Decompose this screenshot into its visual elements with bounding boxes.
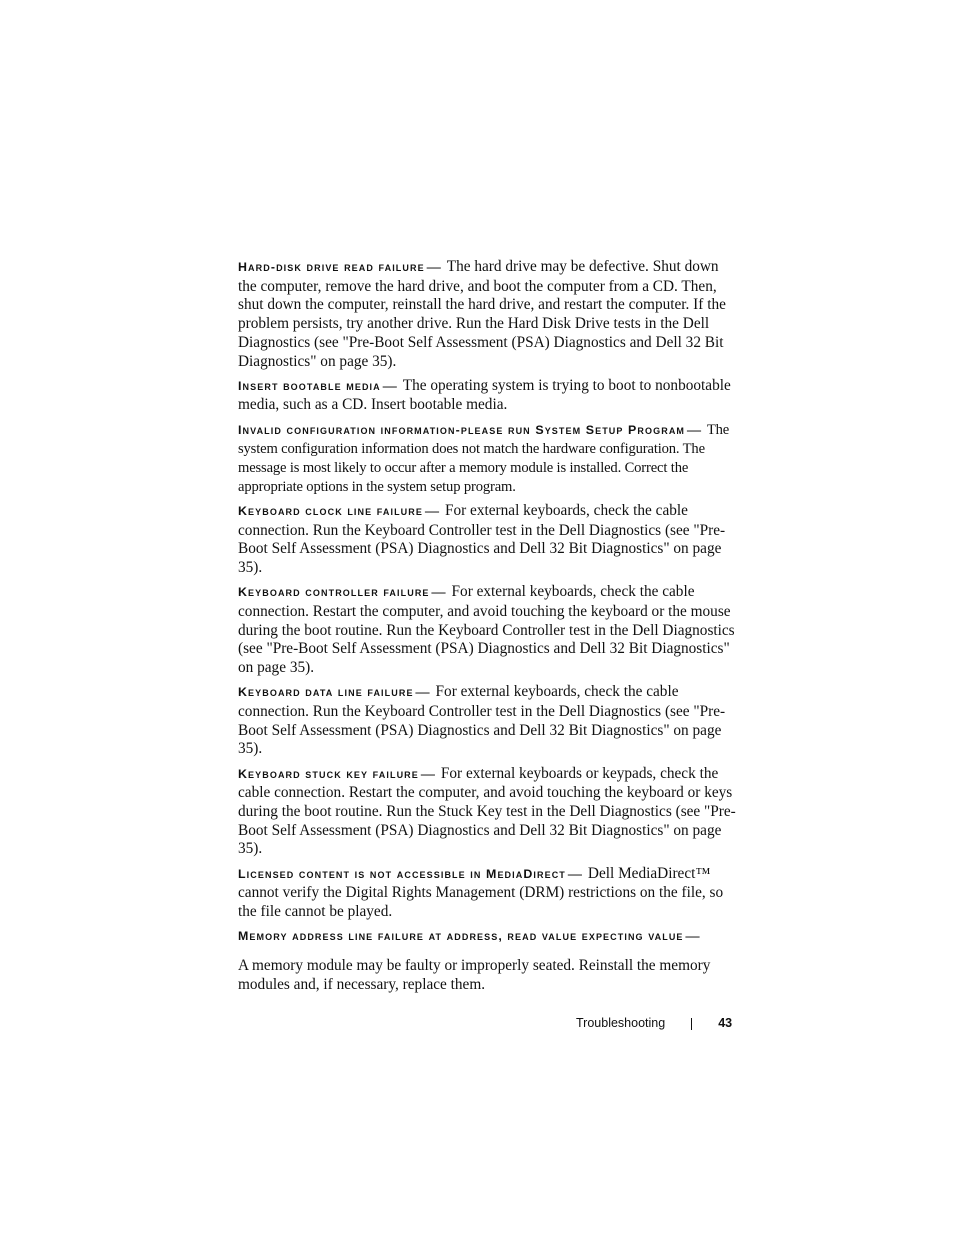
- em-dash: —: [426, 260, 441, 275]
- entry-keyboard-stuck-key-failure: [238, 765, 738, 860]
- page-footer: [576, 1015, 738, 1030]
- entry-term: Hard-disk drive read failure: [238, 260, 425, 274]
- em-dash: —: [382, 378, 397, 394]
- entry-term: Memory address line failure at address, read value expecting value: [238, 929, 684, 944]
- entry-term: Keyboard clock line failure: [238, 503, 423, 518]
- entry-keyboard-controller-failure: [238, 583, 738, 678]
- entry-term: Keyboard controller failure: [238, 585, 430, 600]
- entry-invalid-configuration: [238, 421, 738, 497]
- em-dash: —: [687, 422, 701, 438]
- em-dash: —: [685, 929, 700, 945]
- entry-text: The system configuration information does not match the hardware configuration. The message is most likely to occur after a memory module is installed. Correct the appropriate options in the system setup program.: [238, 421, 730, 495]
- entry-text: The hard drive may be defective. Shut down the computer, remove the hard drive, and boot the computer from a CD. Then, shut down the computer, reinstall the hard drive, and restart the computer. If the problem persists, try another drive. Run the Hard Disk Drive tests in the Dell Diagnostics (see "Pre-Boot Self Assessment (PSA) Diagnostics and Dell 32 Bit Diagnostics" on page 35).: [238, 258, 726, 370]
- em-dash: —: [567, 866, 582, 882]
- footer-section-title: Troubleshooting: [576, 1015, 666, 1030]
- entry-hard-disk-read-failure: [238, 258, 738, 371]
- entry-keyboard-data-line-failure: [238, 683, 738, 759]
- entry-keyboard-clock-line-failure: [238, 502, 738, 578]
- entry-text: For external keyboards, check the cable connection. Run the Keyboard Controller test in the Dell Diagnostics (see "Pre-Boot Self Assessment (PSA) Diagnostics and Dell 32 Bit Diagnostics" on page 35).: [238, 683, 726, 758]
- entry-term: Keyboard stuck key failure: [238, 766, 419, 781]
- entry-term: Insert bootable media: [238, 378, 381, 393]
- em-dash: —: [420, 766, 435, 782]
- entry-term: Keyboard data line failure: [238, 685, 414, 700]
- entry-memory-address-line-failure-heading: [238, 927, 738, 947]
- em-dash: —: [424, 503, 439, 519]
- em-dash: —: [415, 685, 430, 701]
- entry-term: Licensed content is not accessible in MediaDirect: [238, 866, 566, 881]
- entry-text: A memory module may be faulty or improperly seated. Reinstall the memory modules and, if necessary, replace them.: [238, 956, 711, 993]
- footer-divider: [691, 1018, 692, 1030]
- entry-text: The operating system is trying to boot to nonbootable media, such as a CD. Insert bootable media.: [238, 376, 731, 414]
- entry-text: Dell MediaDirect™ cannot verify the Digital Rights Management (DRM) restrictions on the file, so the file cannot be played.: [238, 864, 724, 920]
- entry-text: For external keyboards or keypads, check the cable connection. Restart the computer, and avoid touching the keyboard or keys during the boot routine. Run the Stuck Key test in the Dell Diagnostics (see "Pre-Boot Self Assessment (PSA) Diagnostics and Dell 32 Bit Diagnostics" on page 35).: [238, 764, 736, 858]
- em-dash: —: [431, 585, 446, 601]
- entry-memory-address-line-failure-text: [238, 957, 738, 994]
- entry-insert-bootable-media: [238, 377, 738, 415]
- entry-text: For external keyboards, check the cable connection. Run the Keyboard Controller test in the Dell Diagnostics (see "Pre-Boot Self Assessment (PSA) Diagnostics and Dell 32 Bit Diagnostics" on page 35).: [238, 501, 726, 577]
- page-number: 43: [718, 1015, 733, 1030]
- entry-licensed-content-mediadirect: [238, 865, 738, 922]
- entry-term: Invalid configuration information-please run System Setup Program: [238, 422, 686, 437]
- entry-text: For external keyboards, check the cable connection. Restart the computer, and avoid touching the keyboard or the mouse during the boot routine. Run the Keyboard Controller test in the Dell Diagnostics (see "Pre-Boot Self Assessment (PSA) Diagnostics and Dell 32 Bit Diagnostics" on page 35).: [238, 583, 735, 677]
- main-content: [238, 258, 738, 1000]
